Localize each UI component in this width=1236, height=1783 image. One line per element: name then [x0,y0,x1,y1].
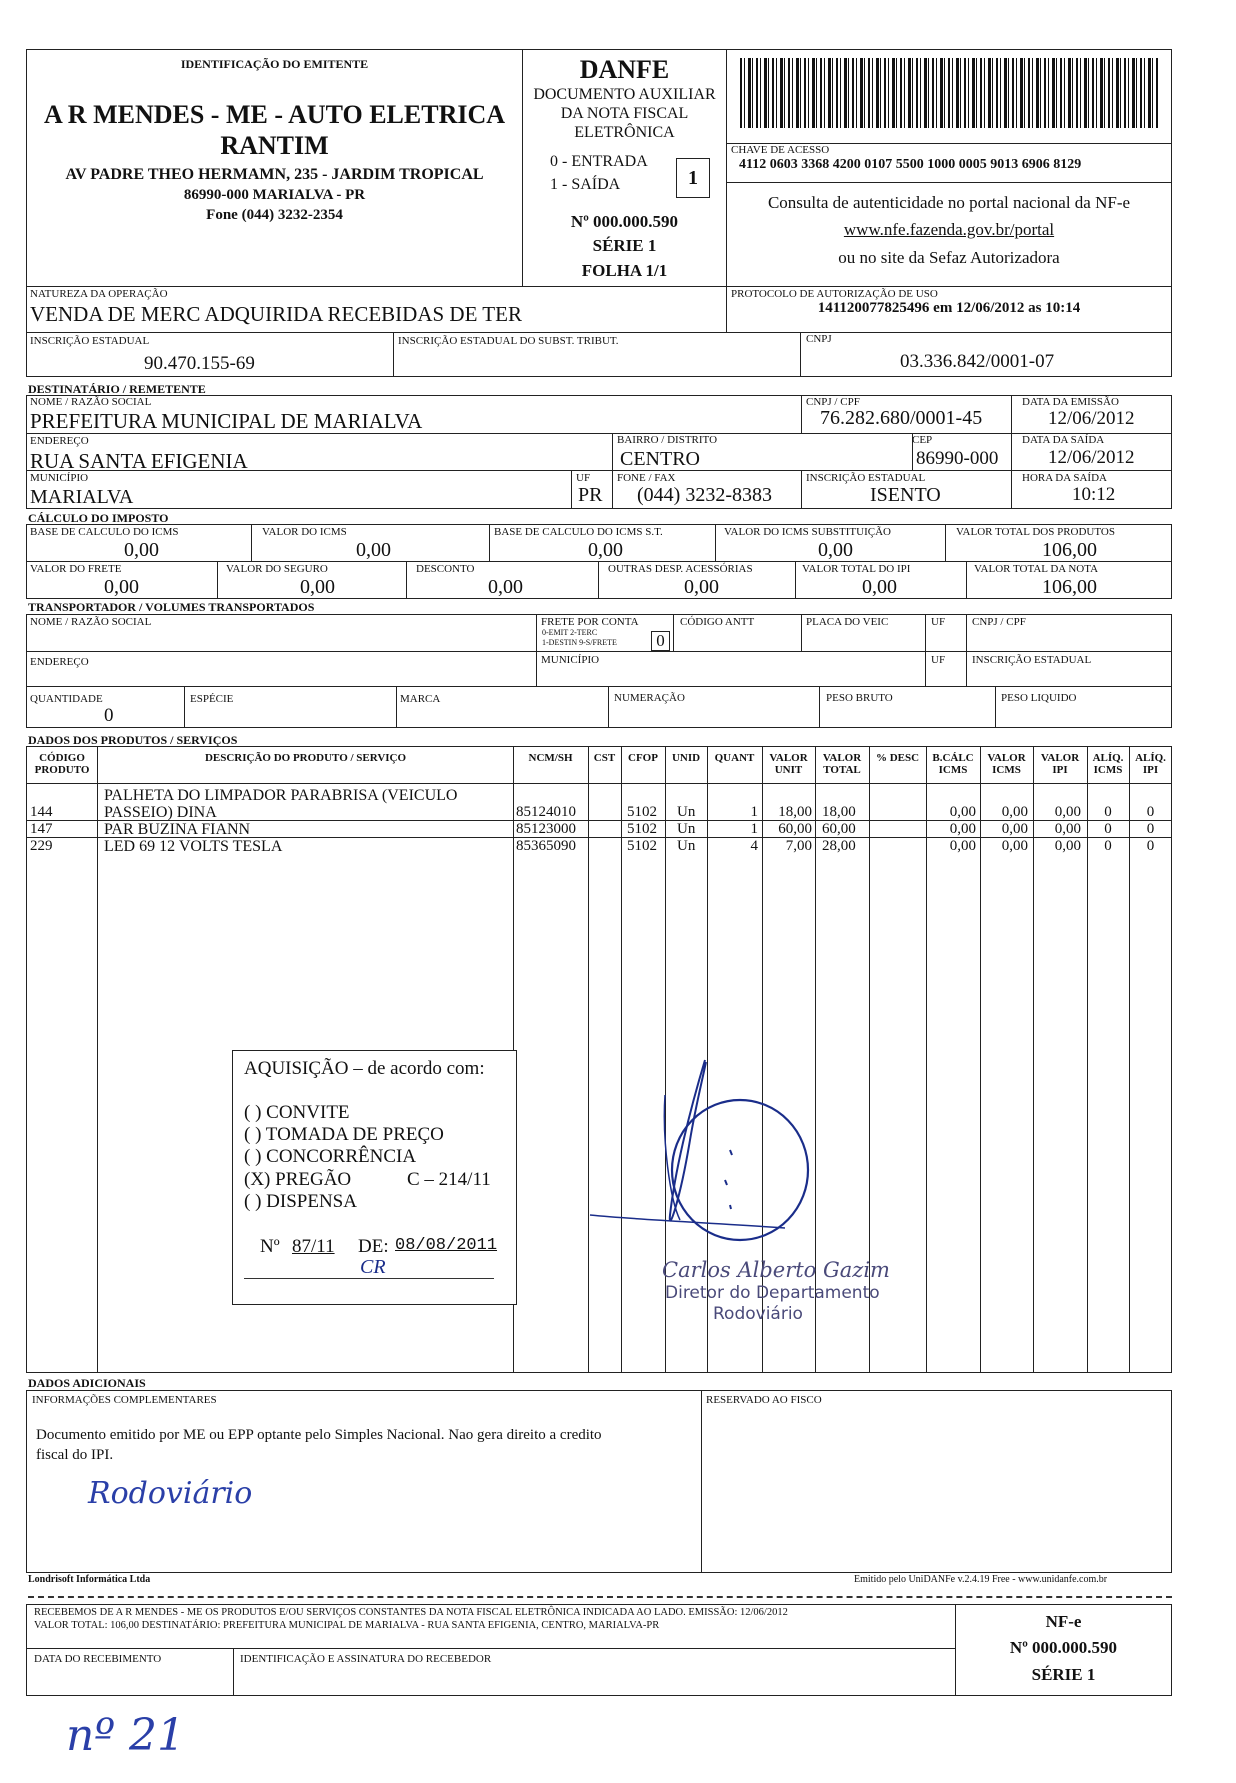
danfe-serie: SÉRIE 1 [592,236,657,255]
dest-fone-label: FONE / FAX [617,472,676,484]
emitente-address: AV PADRE THEO HERMAMN, 235 - JARDIM TROPICAL [65,166,484,183]
dest-hora: 10:12 [1072,484,1116,505]
divider [612,470,613,509]
row2-ncm: 85123000 [516,821,576,837]
natureza-value: VENDA DE MERC ADQUIRIDA RECEBIDAS DE TER [30,302,522,326]
row2-bcalc: 0,00 [949,821,976,837]
danfe-numero: Nº 000.000.590 [570,212,679,231]
stamp-opt1: ( ) CONVITE [244,1102,350,1123]
valor-st: 0,00 [818,539,853,561]
row3-bcalc: 0,00 [949,838,976,854]
row2-aicms: 0 [1104,821,1112,837]
consulta-sefaz: ou no site da Sefaz Autorizadora [838,248,1060,267]
dest-uf: PR [578,484,603,506]
canhoto-text-2: VALOR TOTAL: 106,00 DESTINATÁRIO: PREFEITURA MUNICIPAL DE MARIALVA - RUA SANTA EFIGENIA, CENTRO, MARIALVA-PR [34,1620,660,1631]
row1-unid: Un [677,804,696,820]
dest-cep-label: CEP [912,434,933,446]
base-icms-label: BASE DE CALCULO DO ICMS [30,526,179,538]
row2-unid: Un [677,821,696,837]
header-codigo: CÓDIGO PRODUTO [34,752,90,776]
destinatario-section: DESTINATÁRIO / REMETENTE [28,382,206,396]
total-prod: 106,00 [1042,539,1097,561]
stamp-opt3: ( ) CONCORRÊNCIA [244,1146,417,1167]
row2-vicms: 0,00 [1001,821,1028,837]
dest-ie: ISENTO [870,484,941,506]
transp-frete-opt2: 1-DESTIN 9-S/FRETE [542,638,617,647]
dest-bairro-label: BAIRRO / DISTRITO [617,434,718,446]
dest-emissao: 12/06/2012 [1048,408,1135,429]
divider [97,746,98,1373]
divider [217,561,218,599]
dest-cnpj: 76.282.680/0001-45 [820,407,983,429]
header-desc: % DESC [875,752,920,764]
row2-desc1: PAR BUZINA FIANN [104,821,251,838]
frete-label: VALOR DO FRETE [30,563,122,575]
stamp-opt4-ref: C – 214/11 [407,1169,491,1190]
transp-nome-label: NOME / RAZÃO SOCIAL [30,616,152,628]
divider [1011,395,1012,434]
stamp-de-prefix: DE: [358,1236,389,1257]
total-nota: 106,00 [1042,576,1097,598]
stamp-title: AQUISIÇÃO – de acordo com: [244,1058,485,1079]
imposto-section: CÁLCULO DO IMPOSTO [28,511,169,525]
row1-vipi: 0,00 [1054,804,1081,820]
row3-aicms: 0 [1104,838,1112,854]
row3-cfop: 5102 [627,838,657,854]
divider [26,1648,956,1649]
outras-label: OUTRAS DESP. ACESSÓRIAS [608,563,753,575]
dest-saida-label: DATA DA SAÍDA [1022,434,1105,446]
divider [233,1648,234,1696]
row1-codigo: 144 [30,804,53,820]
fisco-label: RESERVADO AO FISCO [706,1394,822,1406]
header-aicms: ALÍQ. ICMS [1092,752,1124,776]
row2-vunit: 60,00 [778,821,812,837]
canhoto-text-1: RECEBEMOS DE A R MENDES - ME OS PRODUTOS E/OU SERVIÇOS CONSTANTES DA NOTA FISCAL ELETRÔNICA INDICADA AO LADO. EMISSÃO: 12/06/2012 [34,1607,788,1618]
signature-dept: Rodoviário [713,1304,803,1324]
info-label: INFORMAÇÕES COMPLEMENTARES [32,1394,217,1406]
row1-vicms: 0,00 [1001,804,1028,820]
desconto: 0,00 [488,576,523,598]
row2-cfop: 5102 [627,821,657,837]
canhoto-nfe: NF-e [1045,1612,1082,1631]
stamp-num: 87/11 [292,1236,335,1257]
canhoto-serie: SÉRIE 1 [1031,1665,1096,1684]
divider [396,686,397,728]
dest-bairro: CENTRO [620,448,700,470]
divider [244,1278,494,1279]
stamp-opt5: ( ) DISPENSA [244,1191,357,1212]
frete: 0,00 [104,576,139,598]
divider [598,561,599,599]
divider [801,395,802,434]
divider [801,614,802,652]
transp-ie-label: INSCRIÇÃO ESTADUAL [972,654,1092,666]
ie-label: INSCRIÇÃO ESTADUAL [30,335,150,347]
consulta-text: Consulta de autenticidade no portal nacional da NF-e [767,193,1131,212]
footer-left: Londrisoft Informática Ltda [28,1574,151,1585]
base-icms: 0,00 [124,539,159,561]
dest-emissao-label: DATA DA EMISSÃO [1022,396,1119,408]
dest-fone: (044) 3232-8383 [637,484,772,506]
divider [251,524,252,562]
ipi-label: VALOR TOTAL DO IPI [802,563,911,575]
row3-vunit: 7,00 [785,838,812,854]
transportador-section: TRANSPORTADOR / VOLUMES TRANSPORTADOS [28,600,315,614]
desconto-label: DESCONTO [416,563,475,575]
dest-hora-label: HORA DA SAÍDA [1022,472,1107,484]
divider [966,561,967,599]
transp-uf2-label: UF [931,654,946,666]
fisco-box [701,1390,1172,1573]
header-vunit: VALOR UNIT [769,752,808,776]
row2-quant: 1 [750,821,758,837]
row1-bcalc: 0,00 [949,804,976,820]
valor-icms: 0,00 [356,539,391,561]
divider [489,524,490,562]
cnpj-value: 03.336.842/0001-07 [900,351,1055,372]
transp-cnpj-label: CNPJ / CPF [972,616,1026,628]
ie-value: 90.470.155-69 [144,353,255,374]
stamp-num-prefix: Nº [260,1236,280,1257]
transp-marca-label: MARCA [400,693,441,705]
transp-peso-bruto-label: PESO BRUTO [826,692,893,704]
stamp-opt2: ( ) TOMADA DE PREÇO [244,1124,444,1145]
cnpj-label: CNPJ [806,333,832,345]
adicionais-section: DADOS ADICIONAIS [28,1376,146,1390]
divider [795,561,796,599]
danfe-title: DANFE [579,55,670,84]
transp-quantidade-label: QUANTIDADE [30,693,103,705]
dest-endereco: RUA SANTA EFIGENIA [30,449,248,473]
cut-line [28,1596,1172,1598]
emitente-city: 86990-000 MARIALVA - PR [183,187,366,203]
natureza-label: NATUREZA DA OPERAÇÃO [30,288,168,300]
transp-placa-label: PLACA DO VEIC [806,616,889,628]
header-vipi: VALOR IPI [1040,752,1080,776]
danfe-subtitle-2: DA NOTA FISCAL [560,105,689,122]
ie-st-label: INSCRIÇÃO ESTADUAL DO SUBST. TRIBUT. [398,335,619,347]
row3-vipi: 0,00 [1054,838,1081,854]
ipi: 0,00 [862,576,897,598]
divider [406,561,407,599]
valor-st-label: VALOR DO ICMS SUBSTITUIÇÃO [724,526,891,538]
divider [801,470,802,509]
row1-quant: 1 [750,804,758,820]
danfe-folha: FOLHA 1/1 [581,261,668,280]
outras: 0,00 [684,576,719,598]
header-unid: UNID [671,752,701,764]
dest-uf-label: UF [576,472,591,484]
row1-aipi: 0 [1146,804,1155,820]
dest-municipio: MARIALVA [30,486,134,508]
footer-right: Emitido pelo UniDANFe v.2.4.19 Free - www.unidanfe.com.br [854,1574,1108,1585]
row1-vtotal: 18,00 [822,804,856,820]
barcode-icon [740,58,1160,128]
base-st: 0,00 [588,539,623,561]
chave-value: 4112 0603 3368 4200 0107 5500 1000 0005 9013 6906 8129 [739,157,1082,172]
divider [571,470,572,509]
header-vtotal: VALOR TOTAL [822,752,862,776]
danfe-saida: 1 - SAÍDA [550,176,621,193]
signature-name: Carlos Alberto Gazim [662,1258,890,1282]
row3-ncm: 85365090 [516,838,576,854]
transp-uf-label: UF [931,616,946,628]
dest-nome-label: NOME / RAZÃO SOCIAL [30,396,152,408]
divider [673,614,674,652]
row3-unid: Un [677,838,696,854]
dest-endereco-label: ENDEREÇO [30,435,89,447]
stamp-de: 08/08/2011 [395,1236,498,1255]
transp-frete-label: FRETE POR CONTA [541,616,639,628]
dest-cnpj-label: CNPJ / CPF [806,396,860,408]
row2-vipi: 0,00 [1054,821,1081,837]
total-prod-label: VALOR TOTAL DOS PRODUTOS [956,526,1115,538]
row3-vicms: 0,00 [1001,838,1028,854]
dest-municipio-label: MUNICÍPIO [30,472,89,484]
seguro-label: VALOR DO SEGURO [226,563,328,575]
row1-cfop: 5102 [627,804,657,820]
chave-label: CHAVE DE ACESSO [731,144,830,156]
divider [612,433,613,471]
divider [26,783,1172,784]
emitente-section-label: IDENTIFICAÇÃO DO EMITENTE [180,57,369,71]
handwritten-page-number: nº 21 [66,1710,186,1761]
consulta-url[interactable]: www.nfe.fazenda.gov.br/portal [843,220,1055,239]
header-vicms: VALOR ICMS [987,752,1026,776]
transp-quantidade: 0 [104,705,114,726]
danfe-subtitle-3: ELETRÔNICA [574,124,675,141]
divider [945,524,946,562]
handwritten-note: Rodoviário [88,1476,253,1511]
row3-quant: 4 [750,838,758,854]
transp-endereco-label: ENDEREÇO [30,656,89,668]
transp-especie-label: ESPÉCIE [190,693,234,705]
seguro: 0,00 [300,576,335,598]
canhoto-numero: Nº 000.000.590 [1009,1638,1118,1657]
transp-municipio-label: MUNICÍPIO [541,654,600,666]
transp-frete-opt1: 0-EMIT 2-TERC [542,628,598,637]
divider [995,686,996,728]
emitente-name: A R MENDES - ME - AUTO ELETRICA [43,100,506,129]
row3-aipi: 0 [1146,838,1155,854]
dest-ie-label: INSCRIÇÃO ESTADUAL [806,472,926,484]
transp-numeracao-label: NUMERAÇÃO [614,692,685,704]
emitente-name-2: RANTIM [220,131,329,160]
transp-antt-label: CÓDIGO ANTT [680,616,755,628]
row1-aicms: 0 [1104,804,1112,820]
info-text-1: Documento emitido por ME ou EPP optante pelo Simples Nacional. Nao gera direito a credito [36,1427,602,1443]
row1-ncm: 85124010 [516,804,576,820]
divider [184,686,185,728]
header-descricao: DESCRIÇÃO DO PRODUTO / SERVIÇO [204,752,407,764]
divider [1011,433,1012,471]
row2-codigo: 147 [30,821,53,837]
header-ncm: NCM/SH [528,752,573,764]
danfe-tipo: 1 [676,158,710,198]
row2-vtotal: 60,00 [822,821,856,837]
divider [715,524,716,562]
transp-peso-liquido-label: PESO LIQUIDO [1001,692,1077,704]
header-aipi: ALÍQ. IPI [1135,752,1166,776]
signature-title: Diretor do Departamento [665,1283,880,1303]
dest-cep: 86990-000 [916,448,999,469]
row3-desc1: LED 69 12 VOLTS TESLA [104,838,283,855]
transp-frete-value: 0 [651,631,670,651]
emitente-phone: Fone (044) 3232-2354 [206,207,343,223]
dest-nome: PREFEITURA MUNICIPAL DE MARIALVA [30,409,423,433]
row1-desc2: PASSEIO) DINA [104,804,217,821]
protocolo-value: 141120077825496 em 12/06/2012 as 10:14 [817,300,1081,316]
danfe-subtitle-1: DOCUMENTO AUXILIAR [533,86,716,103]
signature-icon [580,1050,880,1280]
total-nota-label: VALOR TOTAL DA NOTA [974,563,1099,575]
danfe-entrada: 0 - ENTRADA [550,153,648,170]
info-text-2: fiscal do IPI. [36,1447,114,1463]
divider [819,686,820,728]
base-st-label: BASE DE CALCULO DO ICMS S.T. [494,526,663,538]
dest-saida: 12/06/2012 [1048,447,1135,468]
row1-vunit: 18,00 [778,804,812,820]
row2-aipi: 0 [1146,821,1155,837]
row3-codigo: 229 [30,838,53,854]
header-bcalc: B.CÁLC ICMS [932,752,974,776]
canhoto-assinatura-label: IDENTIFICAÇÃO E ASSINATURA DO RECEBEDOR [240,1653,492,1665]
stamp-opt4: (X) PREGÃO [244,1169,352,1190]
header-quant: QUANT [714,752,755,764]
divider [608,686,609,728]
row3-vtotal: 28,00 [822,838,856,854]
header-cst: CST [593,752,616,764]
divider [1011,470,1012,509]
stamp-initials: CR [360,1256,386,1278]
header-cfop: CFOP [628,752,658,764]
canhoto-data-label: DATA DO RECEBIMENTO [34,1653,162,1665]
row1-desc1: PALHETA DO LIMPADOR PARABRISA (VEICULO [104,787,458,804]
valor-icms-label: VALOR DO ICMS [262,526,347,538]
produtos-section: DADOS DOS PRODUTOS / SERVIÇOS [28,733,238,747]
protocolo-label: PROTOCOLO DE AUTORIZAÇÃO DE USO [731,288,938,300]
